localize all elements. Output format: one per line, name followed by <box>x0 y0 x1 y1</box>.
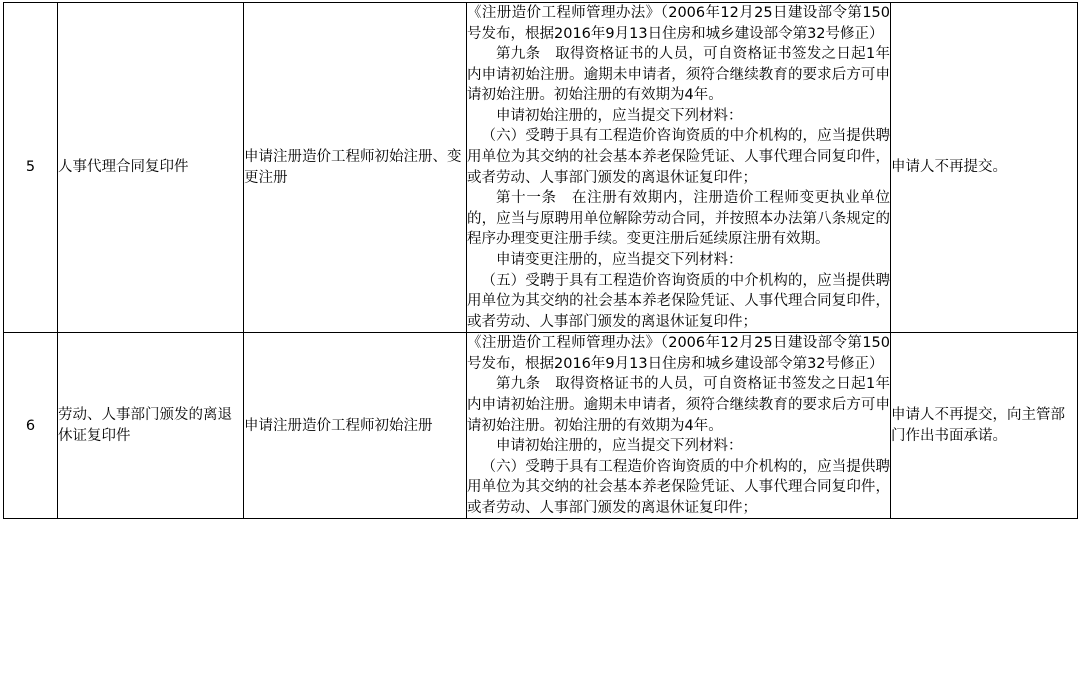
legal-basis-paragraph: （六）受聘于具有工程造价咨询资质的中介机构的，应当提供聘用单位为其交纳的社会基本养老保险凭证、人事代理合同复印件，或者劳动、人事部门颁发的离退休证复印件； <box>467 128 890 186</box>
legal-basis-paragraph: 第十一条 在注册有效期内，注册造价工程师变更执业单位的，应当与原聘用单位解除劳动合同，并按照本办法第八条规定的程序办理变更注册手续。变更注册后延续原注册有效期。 <box>467 190 890 248</box>
legal-basis-paragraph: （五）受聘于具有工程造价咨询资质的中介机构的，应当提供聘用单位为其交纳的社会基本养老保险凭证、人事代理合同复印件，或者劳动、人事部门颁发的离退休证复印件； <box>467 272 890 330</box>
legal-basis-paragraph: 申请初始注册的，应当提交下列材料： <box>496 438 743 455</box>
legal-basis-cell <box>467 3 891 333</box>
row-number-cell: 5 <box>4 3 58 333</box>
row-number-cell: 6 <box>4 333 58 519</box>
legal-basis-paragraph: 《注册造价工程师管理办法》（2006年12月25日建设部令第150号发布，根据2016年9月13日住房和城乡建设部令第32号修正） <box>467 5 890 42</box>
remark-cell: 申请人不再提交，向主管部门作出书面承诺。 <box>891 333 1078 519</box>
legal-basis-cell <box>467 333 891 519</box>
registration-type-cell: 申请注册造价工程师初始注册 <box>244 333 467 519</box>
remark-cell: 申请人不再提交。 <box>891 3 1078 333</box>
requirements-table <box>3 2 1078 519</box>
legal-basis-paragraph: 申请变更注册的，应当提交下列材料： <box>496 251 743 268</box>
material-name-cell: 劳动、人事部门颁发的离退休证复印件 <box>58 333 244 519</box>
legal-basis-paragraph: 申请初始注册的，应当提交下列材料： <box>496 107 743 124</box>
table-row <box>4 3 1078 333</box>
document-page <box>0 2 1080 683</box>
table-row <box>4 333 1078 519</box>
legal-basis-paragraph: 第九条 取得资格证书的人员，可自资格证书签发之日起1年内申请初始注册。逾期未申请者，须符合继续教育的要求后方可申请初始注册。初始注册的有效期为4年。 <box>467 46 890 104</box>
legal-basis-paragraph: 第九条 取得资格证书的人员，可自资格证书签发之日起1年内申请初始注册。逾期未申请者，须符合继续教育的要求后方可申请初始注册。初始注册的有效期为4年。 <box>467 376 890 434</box>
legal-basis-paragraph: （六）受聘于具有工程造价咨询资质的中介机构的，应当提供聘用单位为其交纳的社会基本养老保险凭证、人事代理合同复印件，或者劳动、人事部门颁发的离退休证复印件； <box>467 458 890 516</box>
legal-basis-paragraph: 《注册造价工程师管理办法》（2006年12月25日建设部令第150号发布，根据2016年9月13日住房和城乡建设部令第32号修正） <box>467 335 890 372</box>
registration-type-cell: 申请注册造价工程师初始注册、变更注册 <box>244 3 467 333</box>
material-name-cell: 人事代理合同复印件 <box>58 3 244 333</box>
